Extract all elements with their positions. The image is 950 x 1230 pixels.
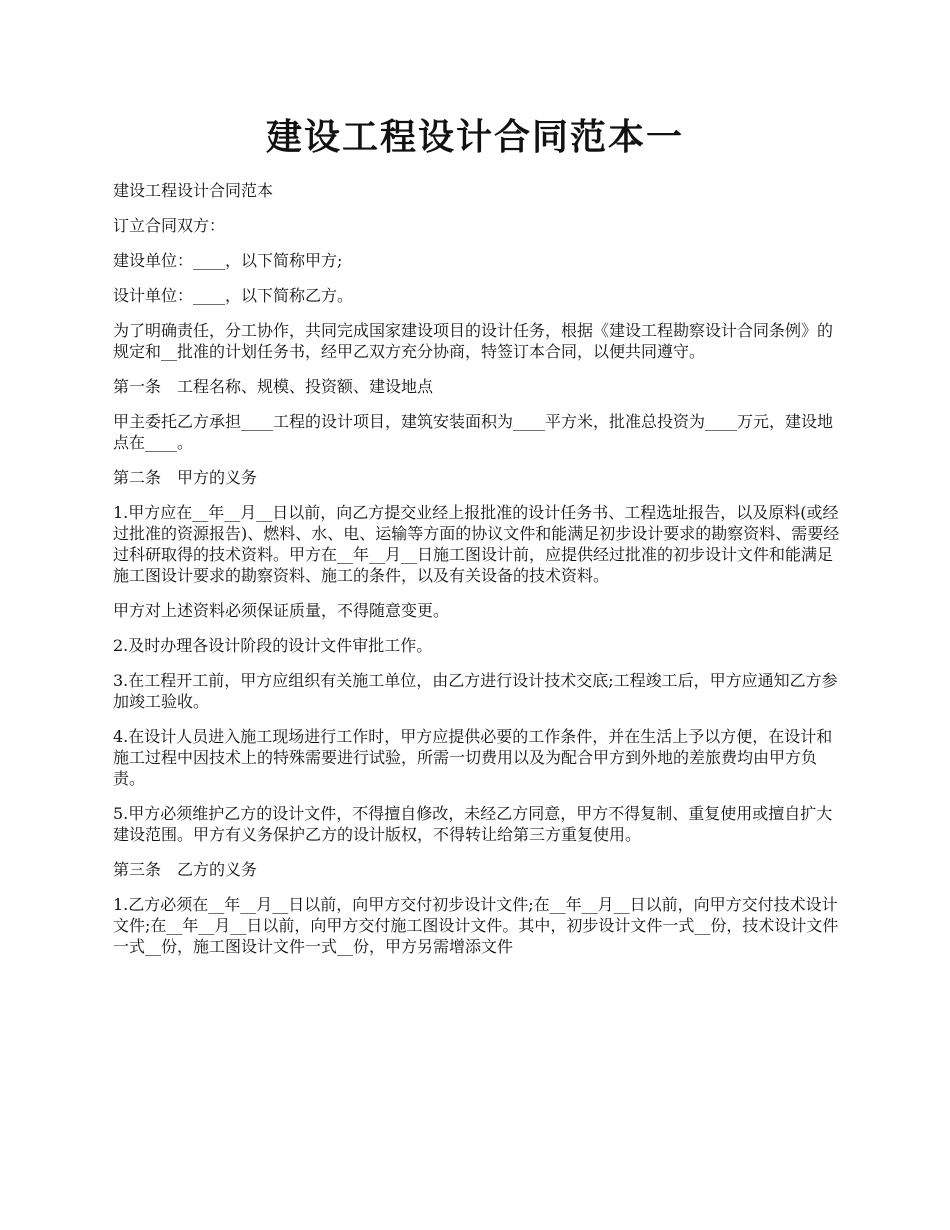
article-2-note: 甲方对上述资料必须保证质量，不得随意变更。 [113,601,450,620]
document-title: 建设工程设计合同范本一 [265,116,684,158]
document-body [113,180,841,971]
paragraph-parties-heading: 订立合同双方： [113,216,226,235]
article-2-item-2: 2.及时办理各设计阶段的设计文件审批工作。 [113,636,433,655]
article-3-heading: 第三条 乙方的义务 [113,860,258,879]
paragraph-preamble: 为了明确责任，分工协作，共同完成国家建设项目的设计任务，根据《建设工程勘察设计合同条例》的规定和__批准的计划任务书，经甲乙双方充分协商，特签订本合同，以便共同遵守。 [113,321,834,361]
article-1-text: 甲主委托乙方承担____工程的设计项目，建筑安装面积为____平方米，批准总投资为____万元，建设地点在____。 [113,412,834,452]
article-2-item-5: 5.甲方必须维护乙方的设计文件，不得擅自修改，未经乙方同意，甲方不得复制、重复使用或擅自扩大建设范围。甲方有义务保护乙方的设计版权，不得转让给第三方重复使用。 [113,804,833,844]
article-2-item-3: 3.在工程开工前，甲方应组织有关施工单位，由乙方进行设计技术交底;工程竣工后，甲方应通知乙方参加竣工验收。 [113,671,838,711]
article-2-item-4: 4.在设计人员进入施工现场进行工作时，甲方应提供必要的工作条件，并在生活上予以方便，在设计和施工过程中因技术上的特殊需要进行试验，所需一切费用以及为配合甲方到外地的差旅费均由甲方负责。 [113,727,833,788]
article-2-heading: 第二条 甲方的义务 [113,468,258,487]
article-3-item-1: 1.乙方必须在__年__月__日以前，向甲方交付初步设计文件;在__年__月__日以前，向甲方交付技术设计文件;在__年__月__日以前，向甲方交付施工图设计文件。其中，初步设计文件一式__份，技术设计文件一式__份，施工图设计文件一式__份，甲方另需增添文件 [113,895,839,956]
paragraph-subtitle: 建设工程设计合同范本 [113,181,274,200]
paragraph-party-a: 建设单位：____，以下简称甲方; [113,251,343,270]
article-2-item-1: 1.甲方应在__年__月__日以前，向乙方提交业经上报批准的设计任务书、工程选址报告，以及原料(或经过批准的资源报告)、燃料、水、电、运输等方面的协议文件和能满足初步设计要求的勘察资料、需要经过科研取得的技术资料。甲方在__年__月__日施工图设计前，应提供经过批准的初步设计文件和能满足施工图设计要求的勘察资料、施工的条件，以及有关设备的技术资料。 [113,503,840,585]
article-1-heading: 第一条 工程名称、规模、投资额、建设地点 [113,377,434,396]
paragraph-party-b: 设计单位：____，以下简称乙方。 [113,286,354,305]
